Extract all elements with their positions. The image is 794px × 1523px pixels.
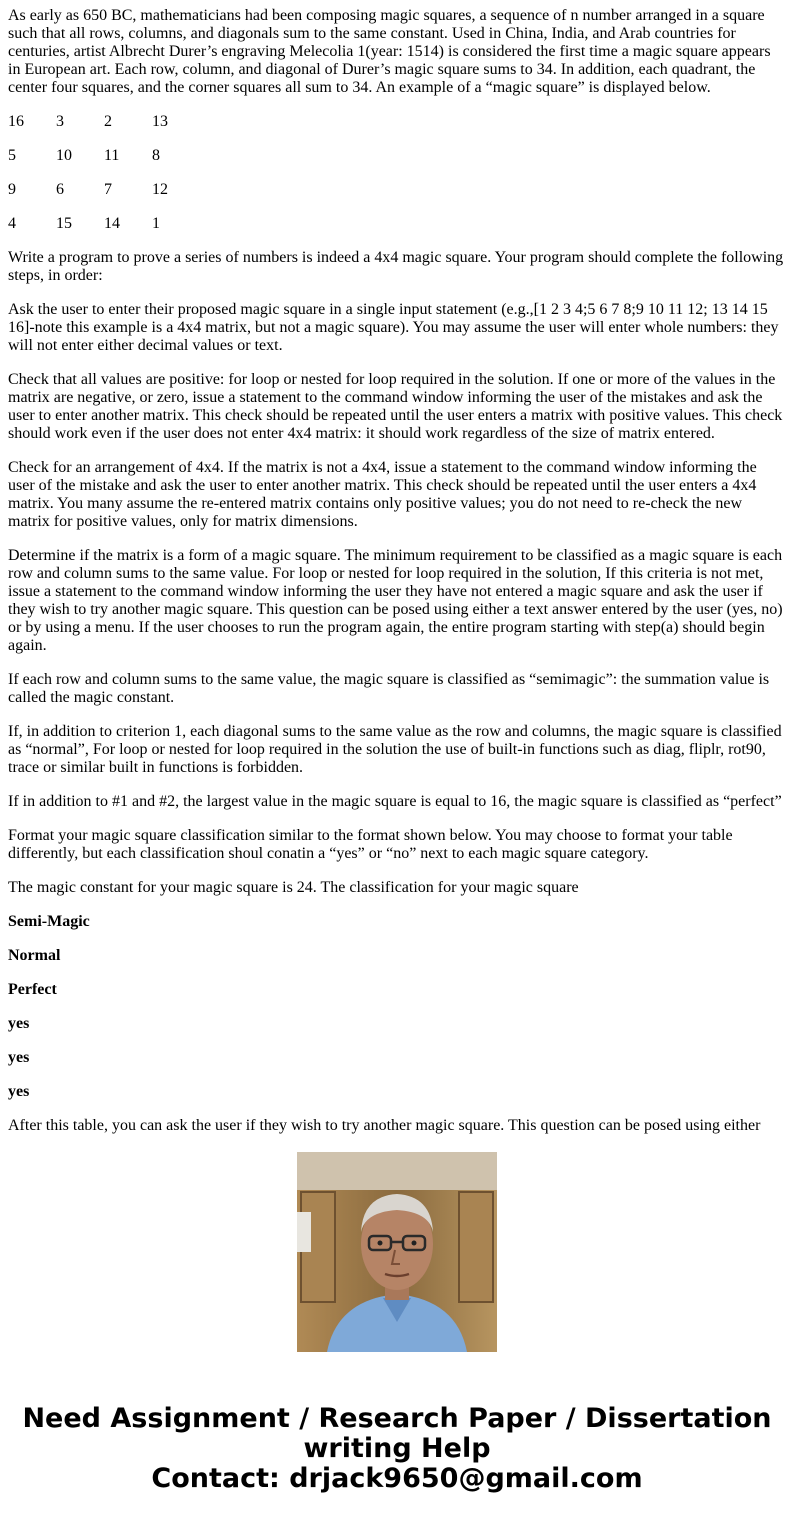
avatar [297,1152,497,1352]
square-cell: 5 [8,147,16,164]
avatar-portrait [297,1152,497,1352]
square-cell: 3 [56,113,64,130]
square-cell: 11 [104,147,120,164]
label-semi-magic: Semi-Magic [8,913,90,930]
square-cell: 2 [104,113,112,130]
square-cell: 1 [152,215,160,232]
square-cell: 7 [104,181,112,198]
magic-square-row [8,147,786,165]
normal-paragraph: If, in addition to criterion 1, each diagonal sums to the same value as the row and columns, the magic square is classified as “normal”, For loop or nested for loop required in the solution the use of built-in functions such as diag, fliplr, rot90, trace or similar built in functions is forbidden. [8,723,782,776]
square-cell: 12 [152,181,168,198]
contact-banner [0,1404,794,1494]
magic-square-example [8,113,786,233]
write-paragraph: Write a program to prove a series of numbers is indeed a 4x4 magic square. Your program should complete the following steps, in order: [8,249,784,284]
intro-paragraph: As early as 650 BC, mathematicians had been composing magic squares, a sequence of n number arranged in a square such that all rows, columns, and diagonals sum to the same constant. Used in China, India, and Arab countries for centuries, artist Albrecht Durer’s engraving Melecolia 1(year: 1514) is considered the first time a magic square appears in European art. Each row, column, and diagonal of Durer’s magic square sums to 34. In addition, each quadrant, the center four squares, and the corner squares all sum to 34. An example of a “magic square” is displayed below. [8,7,771,96]
positive-check-paragraph: Check that all values are positive: for loop or nested for loop required in the solution. If one or more of the values in the matrix are negative, or zero, issue a statement to the command window informing the user of the mistakes and ask the user to enter another matrix. This check should be repeated until the user enters a matrix with positive values. This check should work even if the user does not enter 4x4 matrix: it should work regardless of the size of matrix entered. [8,371,783,442]
answer-normal: yes [8,1049,30,1066]
square-cell: 16 [8,113,24,130]
semimagic-paragraph: If each row and column sums to the same value, the magic square is classified as “semimagic”: the summation value is called the magic constant. [8,671,770,706]
magic-square-row [8,181,786,199]
square-cell: 6 [56,181,64,198]
determine-paragraph: Determine if the matrix is a form of a magic square. The minimum requirement to be classified as a magic square is each row and column sums to the same value. For loop or nested for loop required in the solution, If this criteria is not met, issue a statement to the command window informing the user they have not entered a magic square and ask the user if they wish to try another magic square. This question can be posed using either a text answer entered by the user (yes, no) or by using a menu. If the user chooses to run the program again, the entire program starting with step(a) should begin again. [8,547,783,654]
answer-perfect: yes [8,1083,30,1100]
square-cell: 13 [152,113,168,130]
square-cell: 10 [56,147,72,164]
banner-line-1: Need Assignment / Research Paper / Dissertation [22,1403,772,1434]
arrangement-check-paragraph: Check for an arrangement of 4x4. If the matrix is not a 4x4, issue a statement to the command window informing the user of the mistake and ask the user to enter another matrix. This check should be repeated until the user enters a 4x4 matrix. You many assume the re-entered matrix contains only positive values; you do not need to re-check the new matrix for positive values, only for matrix dimensions. [8,459,757,530]
ask-paragraph: Ask the user to enter their proposed magic square in a single input statement (e.g.,[1 2 3 4;5 6 7 8;9 10 11 12; 13 14 15 16]-note this example is a 4x4 matrix, but not a magic square). You may assume the user will enter whole numbers: they will not enter either decimal values or text. [8,301,779,354]
banner-line-2: writing Help [303,1433,491,1464]
square-cell: 9 [8,181,16,198]
cutoff-paragraph: After this table, you can ask the user if they wish to try another magic square. This question can be posed using either [8,1117,761,1134]
format-paragraph: Format your magic square classification similar to the format shown below. You may choose to format your table differently, but each classification shoul conatin a “yes” or “no” next to each magic square category. [8,827,733,862]
square-cell: 14 [104,215,120,232]
answer-semi-magic: yes [8,1015,30,1032]
magic-square-row [8,113,786,131]
constant-paragraph: The magic constant for your magic square is 24. The classification for your magic square [8,879,579,896]
label-normal: Normal [8,947,61,964]
banner-line-3: Contact: drjack9650@gmail.com [151,1463,643,1494]
magic-square-row [8,215,786,233]
label-perfect: Perfect [8,981,57,998]
square-cell: 8 [152,147,160,164]
square-cell: 4 [8,215,16,232]
square-cell: 15 [56,215,72,232]
perfect-paragraph: If in addition to #1 and #2, the largest value in the magic square is equal to 16, the magic square is classified as “perfect” [8,793,782,810]
